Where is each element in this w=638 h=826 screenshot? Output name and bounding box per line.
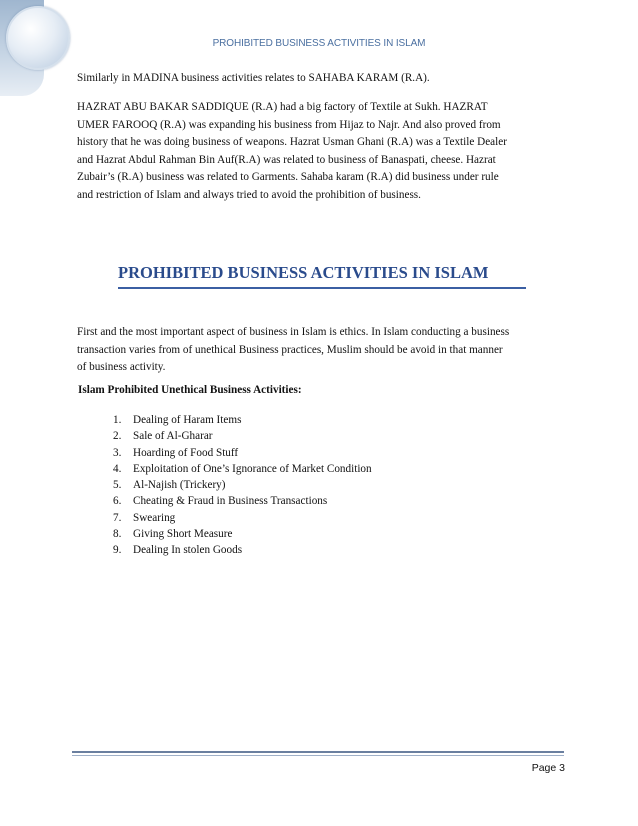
paragraph-line: transaction varies from of unethical Business practices, Muslim should be avoid in that manner: [77, 343, 503, 356]
list-item: [113, 542, 372, 558]
paragraph-line: of business activity.: [77, 361, 166, 373]
footer-rule-thin: [72, 755, 564, 756]
paragraph-line: First and the most important aspect of business in Islam is ethics. In Islam conducting a business: [77, 326, 510, 338]
list-text: Cheating & Fraud in Business Transactions: [133, 495, 328, 508]
list-item: [113, 510, 372, 526]
page-header: PROHIBITED BUSINESS ACTIVITIES IN ISLAM: [212, 38, 426, 49]
list-item: [113, 477, 372, 493]
list-number: 7.: [113, 511, 122, 524]
page-number: Page 3: [531, 762, 565, 774]
list-number: 6.: [113, 495, 122, 508]
list-number: 2.: [113, 430, 122, 443]
paragraph-line: history that he was doing business of weapons. Hazrat Usman Ghani (R.A) was a Textile Dealer: [77, 136, 507, 148]
paragraph-line: Zubair’s (R.A) business was related to Garments. Sahaba karam (R.A) did business under rule: [77, 171, 499, 183]
list-item: [113, 461, 372, 477]
list-number: 4.: [113, 462, 122, 475]
paragraph-line: and restriction of Islam and always tried to avoid the prohibition of business.: [77, 188, 421, 201]
list-number: 1.: [113, 414, 122, 426]
history-paragraph: [77, 99, 567, 204]
list-text: Dealing of Haram Items: [133, 414, 242, 426]
list-text: Swearing: [133, 511, 176, 524]
heading-underline: [118, 287, 526, 289]
list-number: 9.: [113, 544, 122, 557]
list-number: 5.: [113, 479, 122, 492]
list-item: [113, 526, 372, 542]
list-number: 8.: [113, 528, 122, 541]
list-text: Giving Short Measure: [133, 528, 233, 541]
paragraph-line: and Hazrat Abdul Rahman Bin Auf(R.A) was related to business of Banaspati, cheese. Hazrat: [77, 153, 496, 166]
ethics-paragraph: [77, 324, 567, 377]
paragraph-line: HAZRAT ABU BAKAR SADDIQUE (R.A) had a big factory of Textile at Sukh. HAZRAT: [77, 101, 488, 113]
section-heading: PROHIBITED BUSINESS ACTIVITIES IN ISLAM: [118, 263, 489, 282]
list-item: [113, 428, 372, 444]
list-number: 3.: [113, 446, 122, 459]
list-item: [113, 412, 372, 428]
list-text: Hoarding of Food Stuff: [133, 446, 239, 459]
prohibited-activities-list: [113, 412, 372, 559]
list-text: Exploitation of One’s Ignorance of Market Condition: [133, 462, 372, 475]
footer-rule: [72, 751, 564, 753]
list-text: Al-Najish (Trickery): [133, 479, 226, 492]
activities-subheading: Islam Prohibited Unethical Business Activities:: [78, 384, 302, 396]
list-item: [113, 493, 372, 509]
list-text: Dealing In stolen Goods: [133, 544, 243, 557]
intro-line: Similarly in MADINA business activities relates to SAHABA KARAM (R.A).: [77, 72, 430, 84]
paragraph-line: UMER FAROOQ (R.A) was expanding his business from Hijaz to Najr. And also proved from: [77, 118, 501, 131]
list-text: Sale of Al-Gharar: [133, 430, 213, 443]
list-item: [113, 445, 372, 461]
